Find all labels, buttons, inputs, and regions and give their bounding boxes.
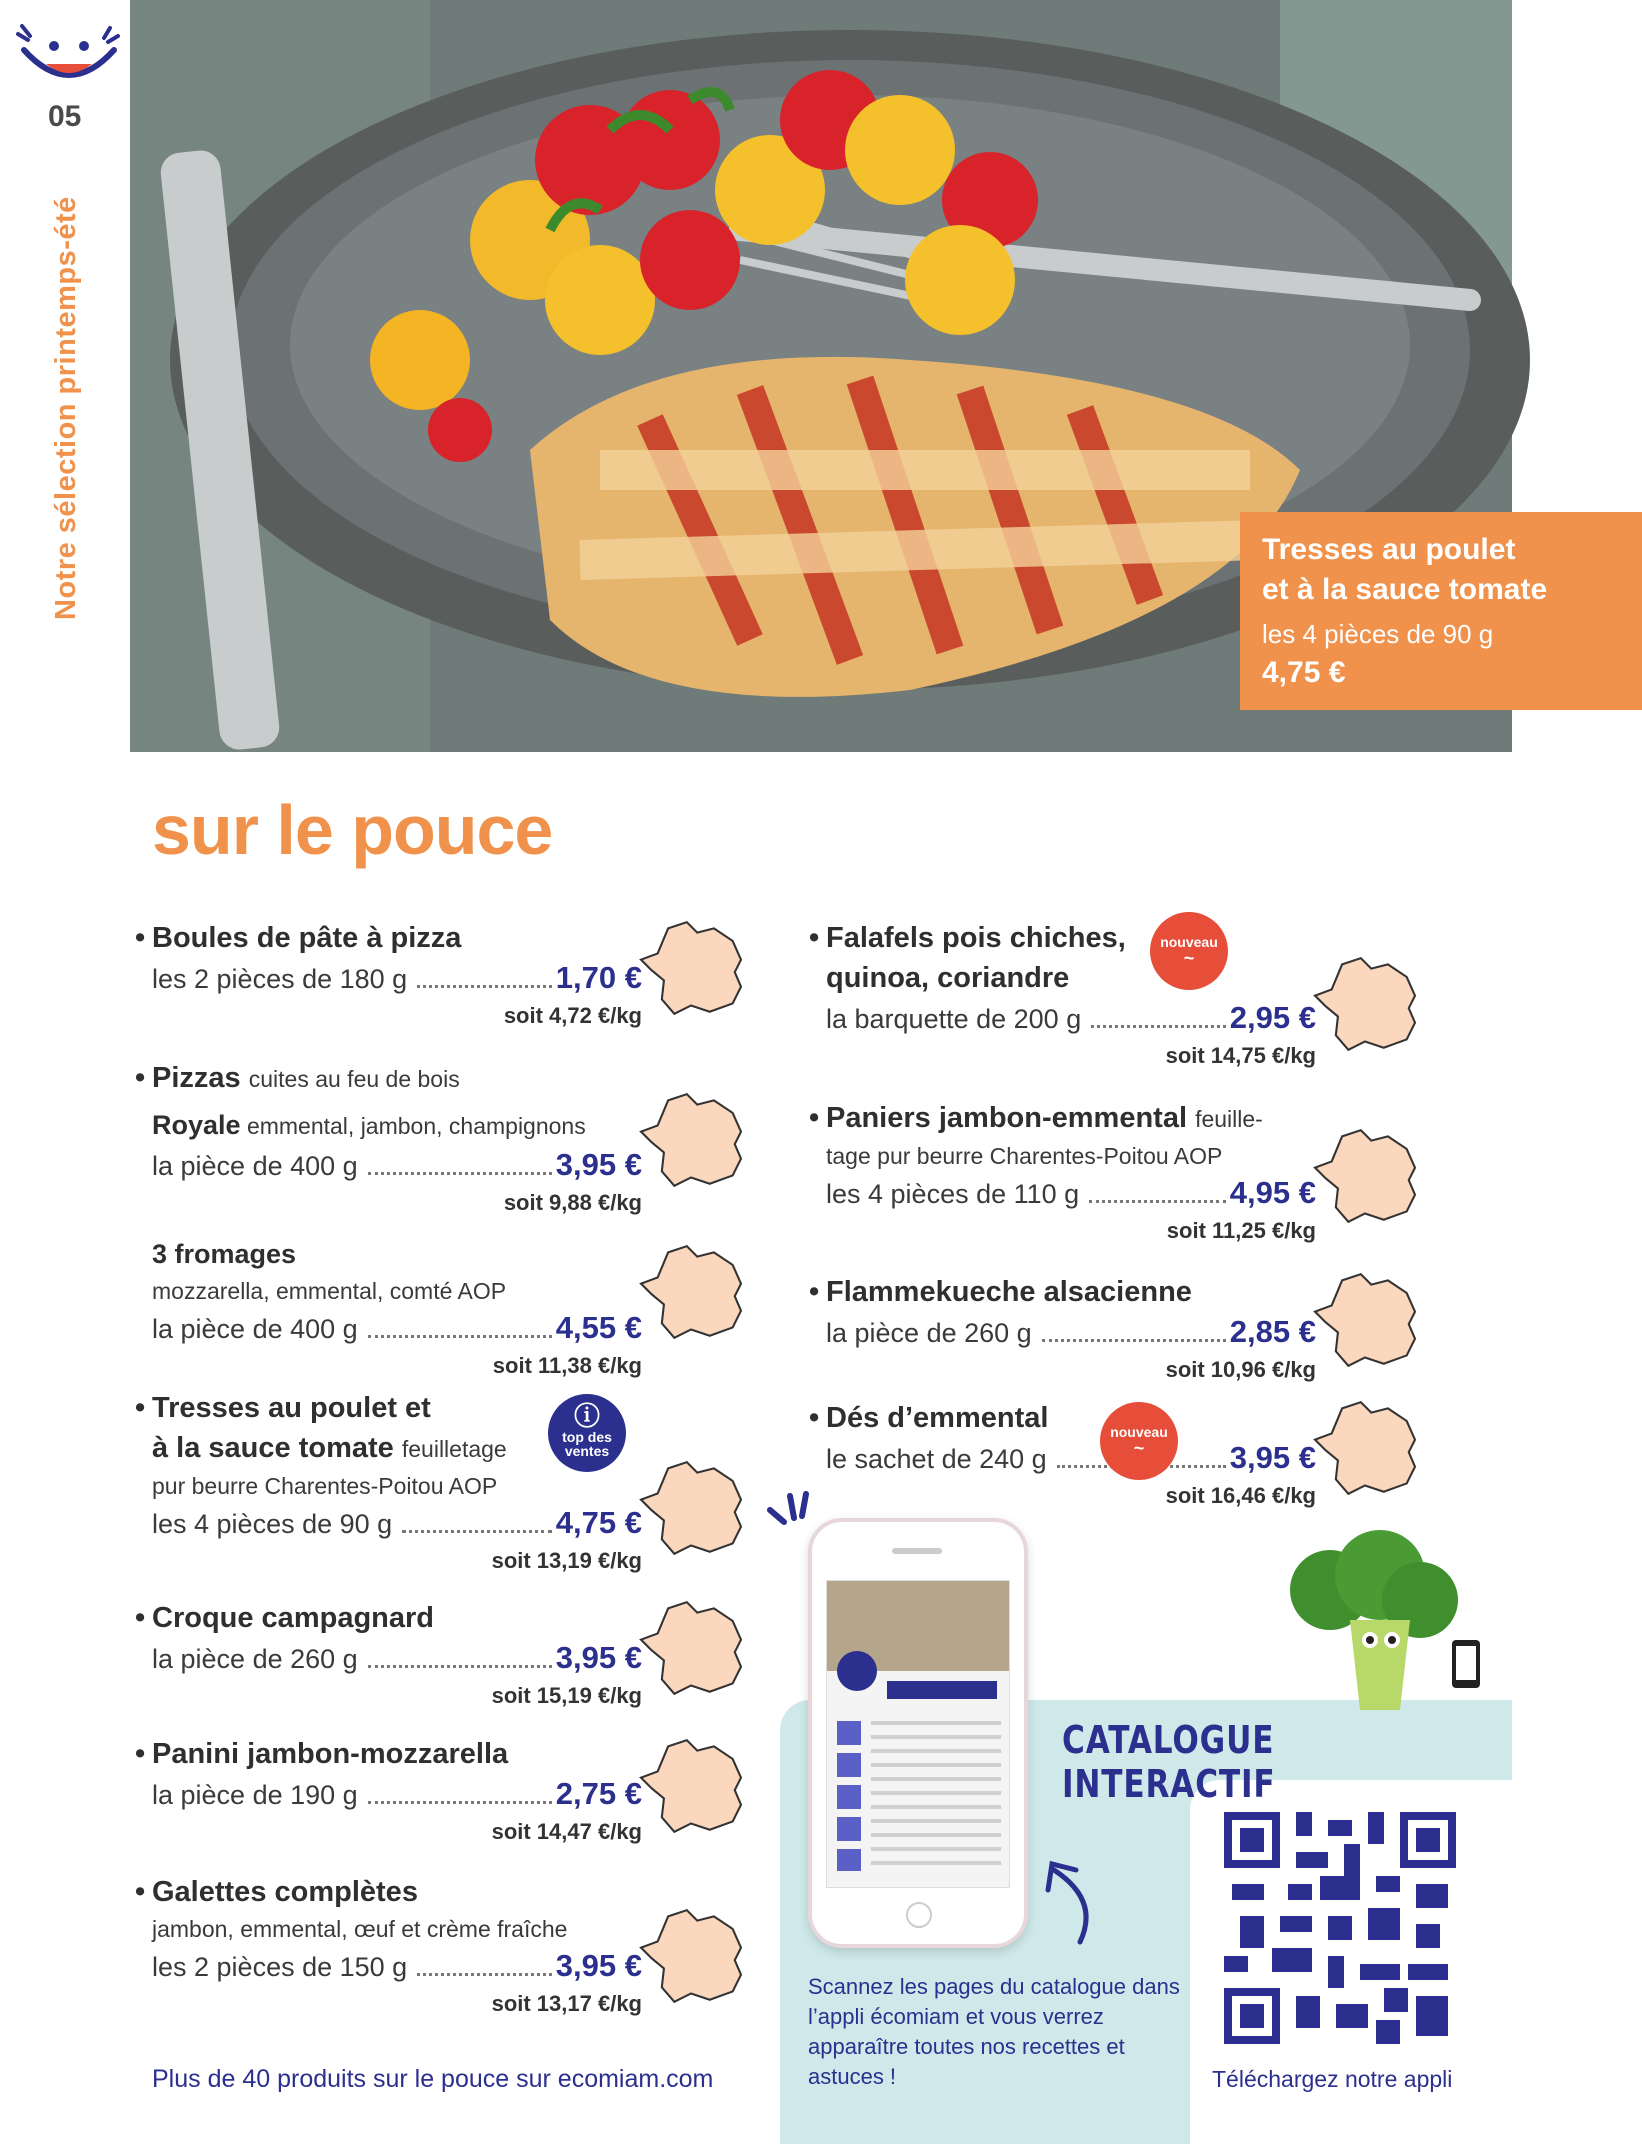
product-name-line2: quinoa, coriandre [826, 962, 1070, 994]
product-name-line1: Falafels pois chiches, [826, 922, 1126, 954]
france-map-icon [636, 1458, 746, 1558]
france-map-icon [1310, 1126, 1420, 1226]
product-per-kg: soit 9,88 €/kg [503, 1190, 642, 1215]
qr-code[interactable] [1224, 1812, 1456, 2044]
sparkle-icon [760, 1490, 820, 1540]
product-per-kg: soit 11,25 €/kg [1166, 1218, 1316, 1243]
france-map-icon [636, 1242, 746, 1342]
hero-title-line1: Tresses au poulet [1262, 533, 1516, 566]
variant-desc: emmental, jambon, champignons [246, 1113, 586, 1139]
france-map-icon [636, 1736, 746, 1836]
page-number: 05 [48, 100, 82, 133]
product-desc-inline: feuille- [1195, 1106, 1263, 1132]
side-label: Notre sélection printemps-été [50, 196, 82, 620]
product-price: 2,85 € [1229, 1314, 1316, 1349]
section-title: sur le pouce [152, 791, 553, 869]
product-falafels: • Falafels pois chiches, quinoa, coriandre la barquette de 200 g 2,95 € soit 14,75 €/kg [826, 918, 1446, 1073]
product-desc: pur beurre Charentes-Poitou AOP [152, 1473, 498, 1499]
product-price: 3,95 € [555, 1640, 642, 1675]
france-map-icon [1310, 954, 1420, 1054]
france-map-icon [636, 1906, 746, 2006]
product-per-kg: soit 13,17 €/kg [491, 1991, 642, 2016]
product-per-kg: soit 4,72 €/kg [503, 1003, 642, 1028]
product-name: Pizzas [152, 1062, 241, 1094]
phone-screen [826, 1580, 1010, 1888]
product-name: Boules de pâte à pizza [152, 922, 462, 954]
ecomiam-logo [14, 20, 124, 90]
product-qty: les 2 pièces de 180 g [152, 964, 408, 994]
arrow-icon [1040, 1850, 1110, 1950]
product-paniers: • Paniers jambon-emmental feuille- tage pur beurre Charentes-Poitou AOP les 4 pièces de 110 g 4,95 € soit 11,25 €/kg [826, 1098, 1446, 1248]
product-name-line2: à la sauce tomate [152, 1432, 394, 1464]
catalogue-title: CATALOGUE INTERACTIF [1062, 1718, 1276, 1806]
product-per-kg: soit 14,75 €/kg [1165, 1043, 1316, 1068]
product-per-kg: soit 13,19 €/kg [491, 1548, 642, 1573]
france-map-icon [636, 1598, 746, 1698]
product-price: 3,95 € [555, 1147, 642, 1182]
france-map-icon [636, 1090, 746, 1190]
product-desc: jambon, emmental, œuf et crème fraîche [152, 1916, 568, 1942]
product-price: 4,55 € [555, 1310, 642, 1345]
info-icon: ⓘ [573, 1401, 600, 1431]
hero-price: 4,75 € [1262, 656, 1346, 689]
badge-text-line1: top des [562, 1429, 612, 1445]
product-qty: les 2 pièces de 150 g [152, 1952, 408, 1982]
nouveau-badge: nouveau ~ [1150, 912, 1228, 990]
product-price: 3,95 € [1229, 1440, 1316, 1475]
variant-desc: mozzarella, emmental, comté AOP [152, 1278, 507, 1304]
product-galettes: • Galettes complètes jambon, emmental, œuf et crème fraîche les 2 pièces de 150 g 3,95 € soit 13,17 €/kg [152, 1872, 772, 2021]
phone-home-button [906, 1902, 932, 1928]
phone-mockup [808, 1518, 1028, 1948]
variant-name: 3 fromages [152, 1239, 297, 1269]
product-per-kg: soit 16,46 €/kg [1165, 1483, 1316, 1508]
nouveau-badge: nouveau ~ [1100, 1402, 1178, 1480]
phone-speaker [892, 1548, 942, 1554]
scan-instructions: Scannez les pages du catalogue dans l’appli écomiam et vous verrez apparaître toutes nos recettes et astuces ! [808, 1974, 1180, 2089]
hero-title-line2: et à la sauce tomate [1262, 573, 1548, 606]
product-price: 2,75 € [555, 1776, 642, 1811]
product-qty: la pièce de 260 g [152, 1644, 358, 1674]
product-price: 1,70 € [555, 960, 642, 995]
product-des-emmental: • Dés d’emmental le sachet de 240 g 3,95 € soit 16,46 €/kg [826, 1398, 1446, 1513]
product-name: Dés d’emmental [826, 1402, 1049, 1434]
badge-text: nouveau [1160, 934, 1218, 950]
product-boules-pizza: • Boules de pâte à pizza les 2 pièces de 180 g 1,70 € soit 4,72 €/kg [152, 918, 772, 1033]
product-flammekueche: • Flammekueche alsacienne la pièce de 260 g 2,85 € soit 10,96 €/kg [826, 1272, 1446, 1387]
product-per-kg: soit 10,96 €/kg [1165, 1357, 1316, 1382]
product-qty: la pièce de 400 g [152, 1151, 358, 1181]
france-map-icon [1310, 1398, 1420, 1498]
product-desc: tage pur beurre Charentes-Poitou AOP [826, 1143, 1223, 1169]
badge-text-line2: ventes [564, 1443, 610, 1459]
variant-name: Royale [152, 1110, 241, 1140]
product-qty: les 4 pièces de 90 g [152, 1509, 393, 1539]
hero-quantity: les 4 pièces de 90 g [1262, 619, 1494, 649]
product-desc-inline: feuilletage [401, 1436, 507, 1462]
play-icon [837, 1651, 877, 1691]
product-price: 2,95 € [1229, 1000, 1316, 1035]
product-name: Croque campagnard [152, 1602, 434, 1634]
top-ventes-badge [548, 1394, 626, 1472]
product-qty: la pièce de 260 g [826, 1318, 1032, 1348]
badge-text: nouveau [1110, 1424, 1168, 1440]
product-qty: le sachet de 240 g [826, 1444, 1047, 1474]
product-tresses: • Tresses au poulet et à la sauce tomate feuilletage pur beurre Charentes-Poitou AOP les 4 pièces de 90 g 4,75 € soit 13,19 €/kg [152, 1388, 772, 1578]
download-app-link[interactable]: Téléchargez notre appli [1212, 2066, 1453, 2092]
product-desc: cuites au feu de bois [248, 1066, 460, 1092]
france-map-icon [636, 918, 746, 1018]
product-qty: la barquette de 200 g [826, 1004, 1082, 1034]
hero-photo [130, 0, 1548, 752]
product-qty: les 4 pièces de 110 g [826, 1179, 1080, 1209]
more-products-link[interactable]: Plus de 40 produits sur le pouce sur ecomiam.com [152, 2065, 714, 2093]
product-name: Flammekueche alsacienne [826, 1276, 1192, 1308]
france-map-icon [1310, 1270, 1420, 1370]
product-panini: • Panini jambon-mozzarella la pièce de 190 g 2,75 € soit 14,47 €/kg [152, 1734, 772, 1849]
product-per-kg: soit 14,47 €/kg [491, 1819, 642, 1844]
product-per-kg: soit 11,38 €/kg [492, 1353, 642, 1378]
product-price: 4,75 € [555, 1505, 642, 1540]
product-name-line1: Tresses au poulet et [152, 1392, 431, 1424]
hero-price-box [1240, 512, 1642, 710]
broccoli-mascot [1270, 1530, 1490, 1710]
product-croque: • Croque campagnard la pièce de 260 g 3,95 € soit 15,19 €/kg [152, 1598, 772, 1713]
product-qty: la pièce de 400 g [152, 1314, 358, 1344]
product-price: 3,95 € [555, 1948, 642, 1983]
product-price: 4,95 € [1229, 1175, 1316, 1210]
product-qty: la pièce de 190 g [152, 1780, 358, 1810]
product-per-kg: soit 15,19 €/kg [491, 1683, 642, 1708]
product-name: Paniers jambon-emmental [826, 1102, 1187, 1134]
product-pizzas: • Pizzas cuites au feu de bois Royale emmental, jambon, champignons la pièce de 400 g 3,95 € soit 9,88 €/kg 3 fromages mozzarella, emmental, comté AOP la pièce de 400 g 4,55 € soit 11,38 €/kg [152, 1058, 772, 1383]
product-name: Panini jambon-mozzarella [152, 1738, 509, 1770]
product-name: Galettes complètes [152, 1876, 418, 1908]
